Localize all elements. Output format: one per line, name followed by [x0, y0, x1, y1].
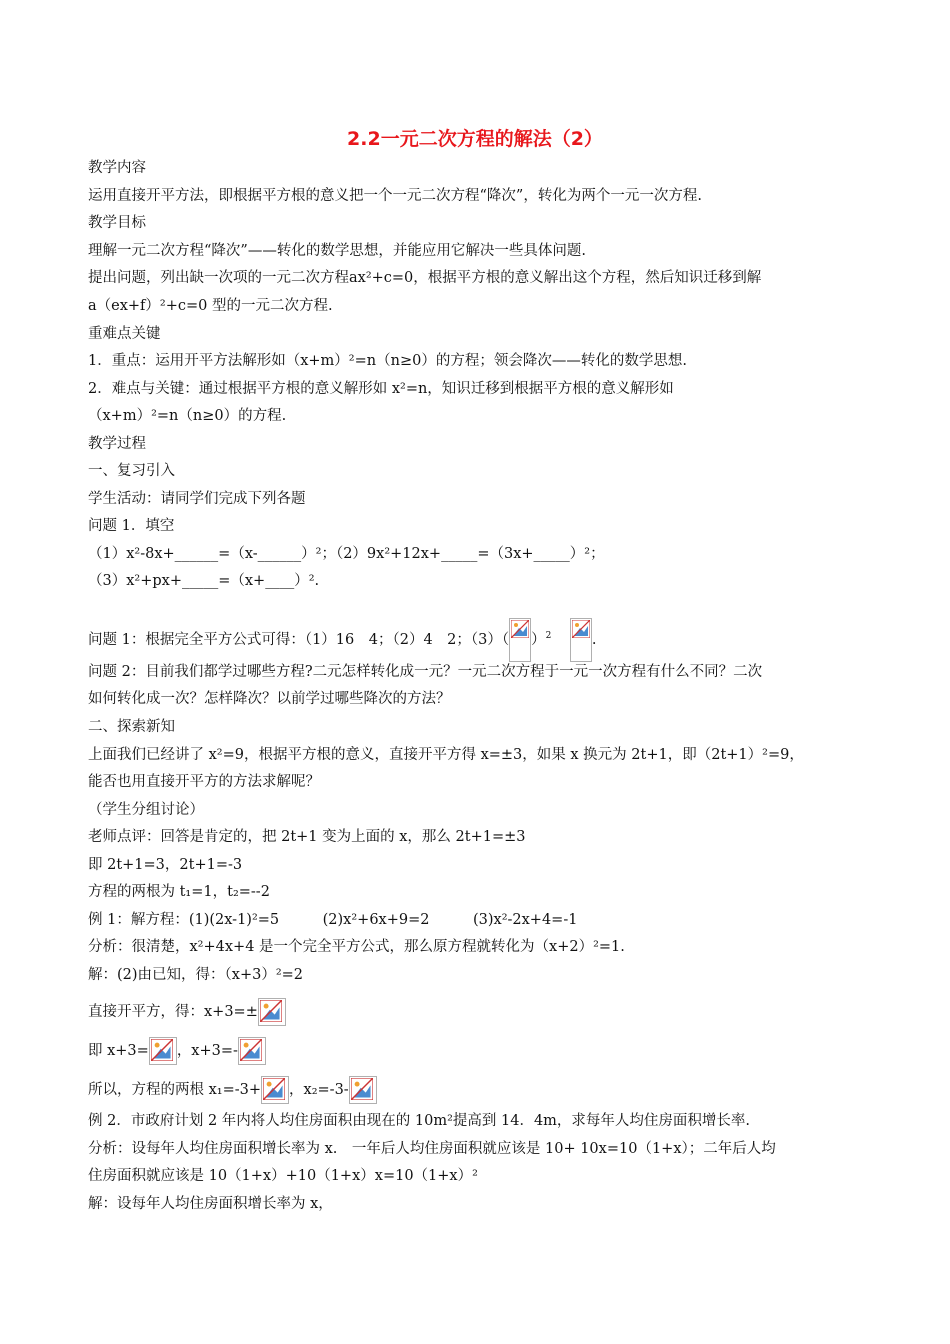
paragraph: 解：设每年人均住房面积增长率为 x，: [88, 1196, 333, 1212]
example-1: 例 1：解方程：(1)(2x-1)²=5 (2)x²+6x+9=2 (3)x²-2x+4=-1: [88, 912, 578, 928]
solution-text: 所以，方程的两根 x₁=-3+: [88, 1082, 262, 1098]
page-title: 2.2一元二次方程的解法（2）: [347, 128, 603, 150]
paragraph: 分析：设每年人均住房面积增长率为 x. 一年后人均住房面积就应该是 10+ 10x=10（1+x）；二年后人均: [88, 1141, 776, 1157]
section-heading: 一、复习引入: [88, 463, 175, 479]
paragraph: 理解一元二次方程“降次”——转化的数学思想，并能应用它解决一些具体问题.: [88, 243, 586, 259]
answer-text: 问题 1：根据完全平方公式可得：（1）16 4；（2）4 2；（3）（: [88, 632, 510, 648]
superscript: 2: [545, 631, 552, 642]
image-placeholder-icon: [258, 998, 286, 1026]
image-placeholder-icon: [238, 1037, 266, 1065]
image-placeholder-icon: [149, 1037, 177, 1065]
paragraph: 上面我们已经讲了 x²=9，根据平方根的意义，直接开平方得 x=±3，如果 x 换元为 2t+1，即（2t+1）²=9，: [88, 747, 804, 763]
paragraph: 即 2t+1=3，2t+1=-3: [88, 857, 243, 873]
solution-text: 直接开平方，得：x+3=±: [88, 1004, 258, 1020]
paragraph: （3）x²+px+_____=（x+____）².: [88, 573, 320, 589]
paragraph: 2．难点与关键：通过根据平方根的意义解形如 x²=n，知识迁移到根据平方根的意义解形如: [88, 381, 674, 397]
paragraph: 如何转化成一次？怎样降次？以前学过哪些降次的方法？: [88, 691, 451, 707]
solution-text: 即 x+3=: [88, 1043, 149, 1059]
paragraph: 住房面积就应该是 10（1+x）+10（1+x）x=10（1+x）²: [88, 1168, 478, 1184]
paragraph: 问题 2：目前我们都学过哪些方程?二元怎样转化成一元？一元二次方程于一元一次方程有什么不同？二次: [88, 664, 763, 680]
image-placeholder-icon: [349, 1076, 377, 1104]
paragraph: 提出问题，列出缺一次项的一元二次方程ax²+c=0，根据平方根的意义解出这个方程，然后知识迁移到解: [88, 270, 762, 286]
section-heading: 二、探索新知: [88, 719, 175, 735]
example-2: 例 2．市政府计划 2 年内将人均住房面积由现在的 10m²提高到 14．4m，求每年人均住房面积增长率.: [88, 1113, 751, 1129]
heading-goals: 教学目标: [88, 215, 146, 231]
heading-content: 教学内容: [88, 160, 146, 176]
image-placeholder-icon: [261, 1076, 289, 1104]
solution-line: [88, 998, 868, 1026]
paragraph: 问题 1．填空: [88, 518, 175, 534]
paragraph: 解：(2)由已知，得：（x+3）²=2: [88, 967, 304, 983]
paragraph: 分析：很清楚，x²+4x+4 是一个完全平方公式，那么原方程就转化为（x+2）²=1.: [88, 939, 625, 955]
solution-text: ，x₂=-3-: [289, 1082, 349, 1098]
paragraph: 学生活动：请同学们完成下列各题: [88, 491, 306, 507]
paragraph: 方程的两根为 t₁=1，t₂=--2: [88, 884, 270, 900]
paragraph: 能否也用直接开平方的方法求解呢？: [88, 774, 320, 790]
paren-close: ）: [531, 632, 546, 648]
image-placeholder-icon: [570, 618, 592, 662]
solution-line: [88, 1037, 868, 1065]
paragraph: （学生分组讨论）: [88, 802, 204, 818]
paragraph: 老师点评：回答是肯定的，把 2t+1 变为上面的 x，那么 2t+1=±3: [88, 829, 526, 845]
paragraph: 运用直接开平方法，即根据平方根的意义把一个一元二次方程“降次”，转化为两个一元一次方程.: [88, 188, 702, 204]
paragraph: a（ex+f）²+c=0 型的一元二次方程.: [88, 298, 333, 314]
paragraph: 1．重点：运用开平方法解形如（x+m）²=n（n≥0）的方程；领会降次——转化的数学思想.: [88, 353, 687, 369]
heading-process: 教学过程: [88, 436, 146, 452]
period: .: [591, 632, 597, 648]
paragraph: （x+m）²=n（n≥0）的方程.: [88, 408, 287, 424]
paragraph: （1）x²-8x+______=（x-______）²；（2）9x²+12x+_____=（3x+_____）²；: [88, 546, 605, 562]
image-placeholder-icon: [509, 618, 531, 662]
heading-key-points: 重难点关键: [88, 326, 161, 342]
solution-text: ，x+3=-: [176, 1043, 238, 1059]
solution-line: [88, 1076, 868, 1104]
answer-line: [88, 618, 868, 662]
